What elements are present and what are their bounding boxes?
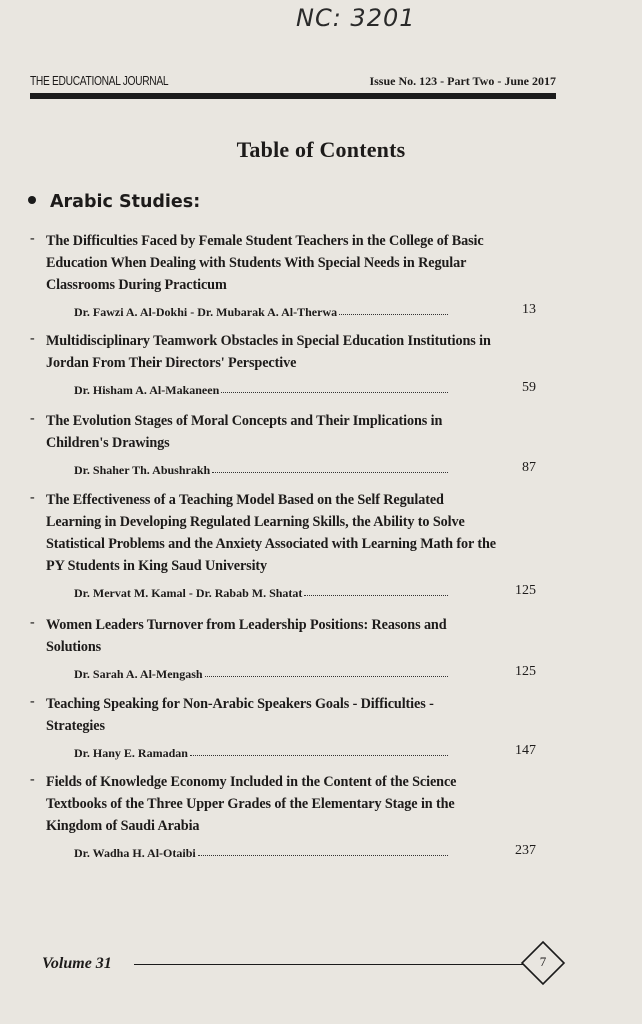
section-label: Arabic Studies:: [50, 192, 201, 212]
entry-author: Dr. Hisham A. Al-Makaneen: [74, 383, 220, 397]
entry-title: The Evolution Stages of Moral Concepts and Their Implications in Children's Drawings: [46, 413, 443, 451]
entry-title: The Effectiveness of a Teaching Model Based on the Self Regulated Learning in Developing Regulated Learning Skills, the Ability to Solve Statistical Problems and the Anxiety Associated with Learning Math for the PY Students in King Saud University: [46, 492, 497, 574]
entry-author-line: [74, 841, 536, 861]
toc-entry: [30, 410, 536, 478]
footer-volume: Volume 31: [42, 955, 112, 972]
toc-entry: [30, 693, 536, 761]
footer-page-number: 7: [539, 954, 547, 969]
entry-author-line: [74, 662, 536, 682]
entry-author-line: [74, 300, 536, 320]
entry-author: Dr. Mervat M. Kamal - Dr. Rabab M. Shatat: [74, 586, 303, 600]
entry-author-line: [74, 458, 536, 478]
entry-title: Multidisciplinary Teamwork Obstacles in Special Education Institutions in Jordan From Their Directors' Perspective: [46, 333, 491, 371]
entry-title: Women Leaders Turnover from Leadership Positions: Reasons and Solutions: [46, 617, 447, 655]
entry-author: Dr. Fawzi A. Al-Dokhi - Dr. Mubarak A. Al-Therwa: [74, 305, 338, 319]
toc-entry: [30, 330, 536, 398]
dot-leader: [212, 471, 448, 473]
page-title: Table of Contents: [236, 137, 406, 162]
toc-entry: [30, 771, 536, 861]
footer-rule: [134, 964, 524, 965]
entry-dash: -: [30, 772, 35, 787]
entry-author-line: [74, 378, 536, 398]
handwritten-note: NC: 3201: [296, 4, 416, 32]
section-heading: [28, 192, 200, 212]
entry-author: Dr. Wadha H. Al-Otaibi: [74, 846, 196, 860]
dot-leader: [205, 675, 448, 677]
entry-title: The Difficulties Faced by Female Student Teachers in the College of Basic Education When Dealing with Students With Special Needs in Regular Classrooms During Practicum: [46, 233, 484, 293]
journal-name: THE EDUCATIONAL JOURNAL: [30, 74, 169, 88]
entry-author: Dr. Shaher Th. Abushrakh: [74, 463, 211, 477]
entry-page-number: 125: [515, 664, 536, 679]
entry-page-number: 237: [515, 843, 536, 858]
entry-dash: -: [30, 411, 35, 426]
entry-author-line: [74, 581, 536, 601]
entry-title: Teaching Speaking for Non-Arabic Speakers Goals - Difficulties - Strategies: [46, 696, 434, 734]
header-rule: [30, 93, 556, 99]
entry-dash: -: [30, 490, 35, 505]
entry-dash: -: [30, 331, 35, 346]
toc-entry: [30, 230, 536, 320]
entry-dash: -: [30, 615, 35, 630]
entry-author: Dr. Sarah A. Al-Mengash: [74, 667, 203, 681]
entry-author-line: [74, 741, 536, 761]
dot-leader: [221, 391, 448, 393]
dot-leader: [198, 854, 448, 856]
entry-page-number: 13: [522, 302, 536, 317]
entry-dash: -: [30, 231, 35, 246]
entry-dash: -: [30, 694, 35, 709]
bullet-icon: [28, 196, 36, 204]
entry-page-number: 87: [522, 460, 536, 475]
entry-page-number: 59: [522, 380, 536, 395]
entry-title: Fields of Knowledge Economy Included in the Content of the Science Textbooks of the Three Upper Grades of the Elementary Stage in the Kingdom of Saudi Arabia: [46, 774, 457, 834]
issue-info: Issue No. 123 - Part Two - June 2017: [369, 74, 556, 88]
entry-author: Dr. Hany E. Ramadan: [74, 746, 188, 760]
dot-leader: [339, 313, 448, 315]
dot-leader: [304, 594, 448, 596]
toc-entry: [30, 614, 536, 682]
entry-page-number: 125: [515, 583, 536, 598]
dot-leader: [190, 754, 448, 756]
entry-page-number: 147: [515, 743, 536, 758]
toc-entry: [30, 489, 536, 601]
